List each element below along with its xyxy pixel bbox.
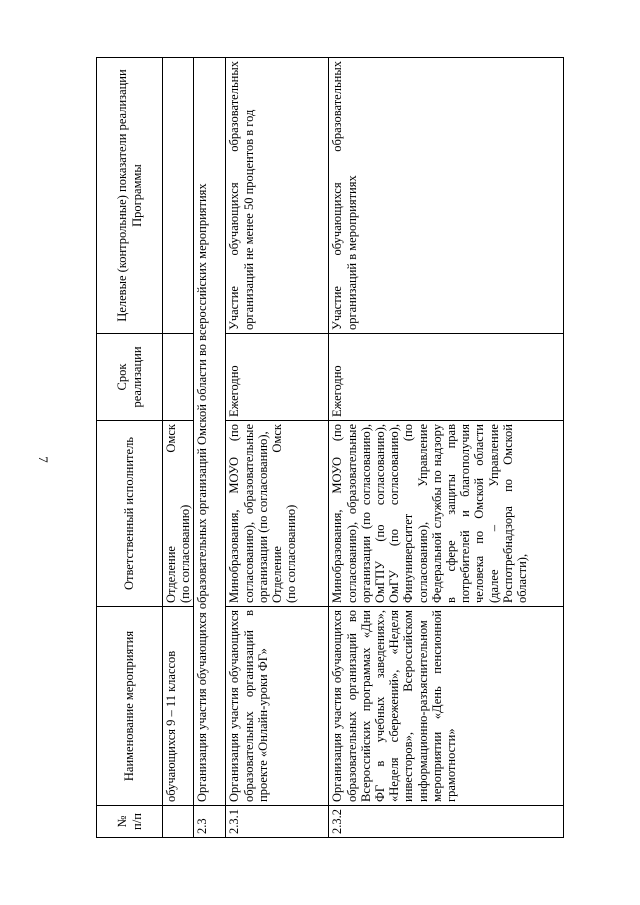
executor-word: Омск	[164, 424, 178, 453]
executor-line	[164, 424, 178, 603]
section-title: Организация участия обучающихся образовательных организаций Омской области во всероссийских мероприятиях	[194, 58, 226, 806]
cell-deadline	[163, 334, 194, 421]
program-table-sheet	[96, 58, 590, 838]
table-row-continuation	[163, 58, 194, 838]
cell-target	[163, 58, 194, 334]
executor-word: Отделение	[270, 546, 285, 603]
table-row	[329, 58, 564, 838]
cell-name: Организация участия обучающихся образовательных организаций в проекте «Онлайн-уроки ФГ»	[226, 607, 329, 806]
cell-target: Участие обучающихся образовательных организаций в мероприятиях	[329, 58, 564, 334]
header-executor: Ответственный исполнитель	[97, 421, 163, 607]
table-header-row	[97, 58, 163, 838]
header-deadline: Срок реализации	[97, 334, 163, 421]
cell-num	[163, 806, 194, 838]
cell-executor	[226, 421, 329, 607]
cell-executor	[163, 421, 194, 607]
cell-target: Участие обучающихся образовательных организаций не менее 50 процентов в год	[226, 58, 329, 334]
executor-line: (по согласованию)	[284, 504, 299, 603]
page-number: 7	[35, 456, 51, 463]
executor-word: Отделение	[164, 546, 178, 603]
executor-line	[270, 424, 284, 603]
cell-num: 2.3.1	[226, 806, 329, 838]
cell-name: Организация участия обучающихся образовательных организаций во Всероссийских программах «Дни ФГ в учебных заведениях», «Неделя сбережений», «Неделя инвесторов», Всероссийском информационно-разъяснительном мероприятии «День пенсионной грамотности»	[329, 607, 564, 806]
header-targets: Целевые (контрольные) показатели реализации Программы	[97, 58, 163, 334]
executor-word: Омск	[270, 424, 285, 453]
section-num: 2.3	[194, 806, 226, 838]
cell-name: обучающихся 9 – 11 классов	[163, 607, 194, 806]
table-row	[226, 58, 329, 838]
executor-text: Минобразования, МОУО (по согласованию), образовательные организации (по согласованию),	[227, 424, 270, 603]
cell-num: 2.3.2	[329, 806, 564, 838]
cell-deadline: Ежегодно	[329, 334, 564, 421]
cell-executor: Минобразования, МОУО (по согласованию), образовательные организации (по согласованию), ОмГПУ (по согласованию), ОмГУ (по согласованию), Финуниверситет (по согласованию), Управление Федеральной службы по надзору в сфере защиты прав потребителей и благополучия человека по Омской области (далее – Управление Роспотребнадзора по Омской области),	[329, 421, 564, 607]
header-num: № п/п	[97, 806, 163, 838]
executor-line: (по согласованию)	[178, 504, 193, 603]
header-name: Наименование мероприятия	[97, 607, 163, 806]
table-row-section	[194, 58, 226, 838]
program-table	[96, 57, 564, 838]
cell-deadline: Ежегодно	[226, 334, 329, 421]
